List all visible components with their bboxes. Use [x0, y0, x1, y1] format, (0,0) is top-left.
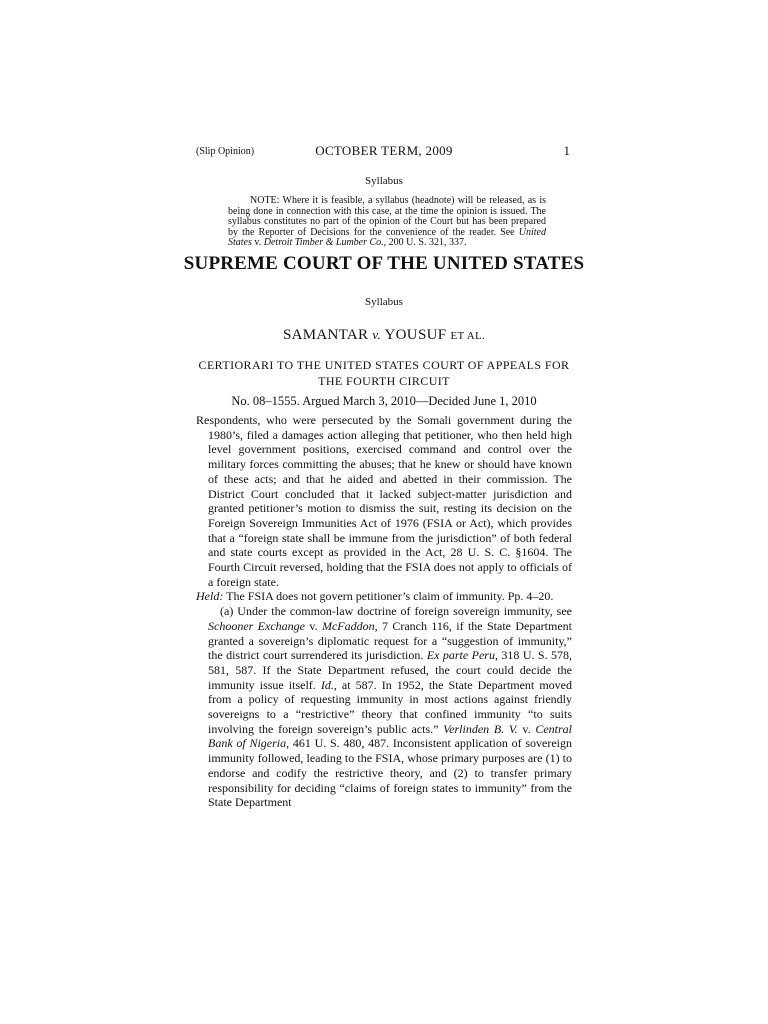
slip-opinion-label: (Slip Opinion): [196, 146, 255, 157]
subsection-a-paragraph: (a) Under the common-law doctrine of foreign sovereign immunity, see Schooner Exchange v. McFaddon, 7 Cranch 116, if the State Department granted a sovereign’s diplomatic request for a “suggestion of immunity,” the district court surrendered its jurisdiction. Ex parte Peru, 318 U. S. 578, 581, 587. If the State Department refused, the court could decide the immunity issue itself. Id., at 587. In 1952, the State Department moved from a policy of requesting immunity in most actions against friendly sovereigns to a “restrictive” theory that confined immunity “to suits involving the foreign sovereign’s public acts.” Verlinden B. V. v. Central Bank of Nigeria, 461 U. S. 480, 487. Inconsistent application of sovereign immunity followed, leading to the FSIA, whose primary purposes are (1) to endorse and codify the restrictive theory, and (2) to transfer primary responsibility for deciding “claims of foreign states to immunity” from the State Department: [208, 604, 572, 810]
respondents-paragraph: Respondents, who were persecuted by the Somali government during the 1980’s, filed a damages action alleging that petitioner, who then held high level government positions, exercised command and control over the military forces committing the abuses; that he knew or should have known of these acts; and that he aided and abetted in their commission. The District Court concluded that it lacked subject-matter jurisdiction and granted petitioner’s motion to dismiss the suit, resting its decision on the Foreign Sovereign Immunities Act of 1976 (FSIA or Act), which provides that a “foreign state shall be immune from the jurisdiction” of both federal and state courts except as provided in the Act, 28 U. S. C. §1604. The Fourth Circuit reversed, holding that the FSIA does not apply to officials of a foreign state.: [196, 413, 572, 589]
held-paragraph: Held: The FSIA does not govern petitioner’s claim of immunity. Pp. 4–20.: [196, 589, 554, 604]
page-number: 1: [563, 143, 570, 158]
syllabus-heading: Syllabus: [365, 296, 403, 308]
docket-line: No. 08–1555. Argued March 3, 2010—Decided June 1, 2010: [231, 394, 537, 408]
court-title: SUPREME COURT OF THE UNITED STATES: [183, 253, 585, 274]
syllabus-body: [196, 413, 572, 810]
running-header: [196, 143, 572, 159]
reporter-note: NOTE: Where it is feasible, a syllabus (headnote) will be released, as is being done in connection with this case, at the time the opinion is issued. The syllabus constitutes no part of the opinion of the Court but has been prepared by the Reporter of Decisions for the convenience of the reader. See United States v. Detroit Timber & Lumber Co., 200 U. S. 321, 337.: [228, 195, 546, 248]
case-title: SAMANTAR v. YOUSUF ET AL.: [282, 327, 486, 343]
certiorari-line: CERTIORARI TO THE UNITED STATES COURT OF APPEALS FOR THE FOURTH CIRCUIT: [198, 358, 570, 388]
term-label: OCTOBER TERM, 2009: [315, 143, 453, 158]
syllabus-heading-top: Syllabus: [365, 175, 403, 187]
